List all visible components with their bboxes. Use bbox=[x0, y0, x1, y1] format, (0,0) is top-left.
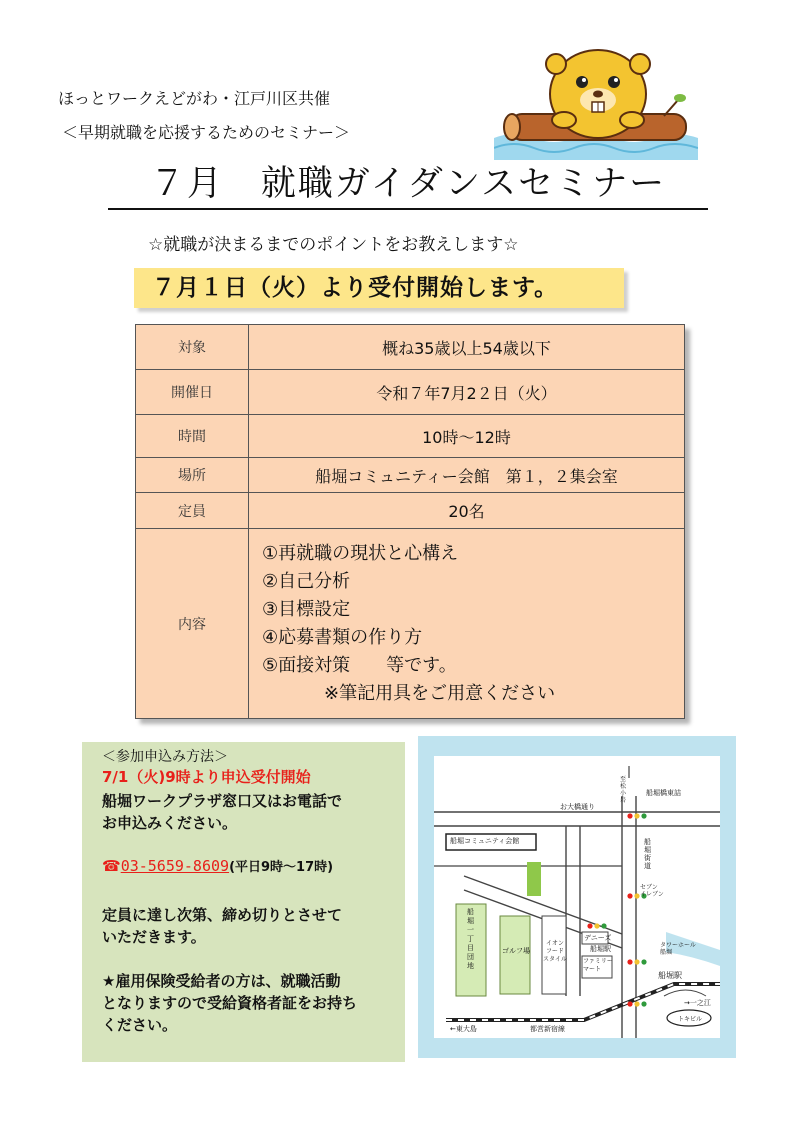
capacity-value: 20名 bbox=[249, 493, 685, 529]
time-label: 時間 bbox=[136, 415, 249, 458]
map-aeon-label: イオン フード スタイル bbox=[543, 940, 567, 963]
table-row bbox=[136, 325, 685, 370]
map-funabori-ekimae-label: 船堀駅 bbox=[590, 945, 611, 953]
map-community-hall-label: 船堀コミュニティ会館 bbox=[450, 837, 520, 845]
content-item: ①再就職の現状と心構え bbox=[262, 542, 459, 564]
map-family-mart-label: ファミリー マート bbox=[583, 958, 613, 973]
table-row bbox=[136, 458, 685, 493]
place-value: 船堀コミュニティー会館 第１，２集会室 bbox=[249, 458, 685, 493]
content-item: ⑤面接対策 等です。 bbox=[262, 654, 457, 676]
map-funabori-kaido-label: 船 堀 街 道 bbox=[644, 838, 651, 870]
map-toripel-label: トキビル bbox=[678, 1016, 703, 1023]
insurance-note-1: ★雇用保険受給者の方は、就職活動 bbox=[102, 972, 341, 990]
apply-heading: ＜参加申込み方法＞ bbox=[102, 749, 228, 765]
table-row bbox=[136, 529, 685, 719]
map-frame bbox=[418, 736, 736, 1058]
map-graphic bbox=[434, 756, 720, 1038]
content-label: 内容 bbox=[136, 529, 249, 719]
table-row bbox=[136, 370, 685, 415]
seminar-info-table bbox=[135, 324, 685, 719]
map-park-label: 船 堀 一 丁 目 団 地 bbox=[467, 908, 474, 970]
target-label: 対象 bbox=[136, 325, 249, 370]
registration-start-banner: ７月１日（火）より受付開始します。 bbox=[134, 268, 624, 308]
content-item: ②自己分析 bbox=[262, 570, 351, 592]
time-value: 10時～12時 bbox=[249, 415, 685, 458]
title-underline bbox=[108, 208, 708, 210]
map-tower-hall-label: タワーホール 船堀 bbox=[660, 942, 696, 956]
insurance-note-2: となりますので受給資格者証をお持ち bbox=[102, 994, 358, 1012]
page-title: ７月 就職ガイダンスセミナー bbox=[149, 164, 667, 204]
content-list bbox=[250, 540, 683, 708]
tagline: ☆就職が決まるまでのポイントをお教えします☆ bbox=[148, 235, 519, 255]
apply-start: 7/1（火)9時より申込受付開始 bbox=[102, 768, 311, 786]
organizer-text: ほっとワークえどがわ・江戸川区共催 bbox=[58, 89, 331, 108]
target-value: 概ね35歳以上54歳以下 bbox=[249, 325, 685, 370]
content-item: ③目標設定 bbox=[262, 598, 351, 620]
content-note: ※筆記用具をご用意ください bbox=[324, 682, 556, 704]
map-seven-label: セブン イレブン bbox=[640, 884, 664, 898]
map-north-label: 至 松 小 岩 bbox=[620, 776, 627, 804]
capacity-note-1: 定員に達し次第、締め切りとさせて bbox=[102, 906, 343, 924]
place-label: 場所 bbox=[136, 458, 249, 493]
phone-line bbox=[102, 856, 333, 875]
apply-line-1: 船堀ワークプラザ窓口又はお電話で bbox=[102, 792, 343, 810]
seminar-subtitle: ＜早期就職を応援するためのセミナー＞ bbox=[62, 123, 351, 142]
content-item: ④応募書類の作り方 bbox=[262, 626, 423, 648]
application-info-box bbox=[82, 742, 405, 1062]
apply-line-2: お申込みください。 bbox=[102, 814, 238, 832]
map-to-higashi-ojima-label: ←東大島 bbox=[450, 1025, 477, 1033]
insurance-note-3: ください。 bbox=[102, 1016, 178, 1034]
table-row bbox=[136, 415, 685, 458]
capacity-label: 定員 bbox=[136, 493, 249, 529]
map-station-label: 船堀駅 bbox=[658, 971, 682, 980]
table-row bbox=[136, 493, 685, 529]
map-to-ichinoe-label: →一之江 bbox=[684, 999, 711, 1007]
map-funabori-east-label: 船堀橋東詰 bbox=[646, 789, 681, 797]
beaver-mascot-icon bbox=[494, 42, 698, 160]
date-label: 開催日 bbox=[136, 370, 249, 415]
phone-hours: (平日9時～17時) bbox=[229, 860, 334, 875]
date-value: 令和７年7月2２日（火） bbox=[249, 370, 685, 415]
phone-icon: ☎ bbox=[102, 857, 121, 875]
map-toei-line-label: 都営新宿線 bbox=[530, 1025, 565, 1033]
capacity-note-2: いただきます。 bbox=[102, 928, 206, 946]
phone-number[interactable]: 03-5659-8609 bbox=[120, 857, 230, 875]
map-golf-label: ゴルフ場 bbox=[502, 947, 530, 955]
map-dennys-label: デニーズ bbox=[584, 934, 612, 942]
map-omatsu-label: お大橋通り bbox=[560, 803, 595, 811]
access-map bbox=[434, 756, 720, 1038]
